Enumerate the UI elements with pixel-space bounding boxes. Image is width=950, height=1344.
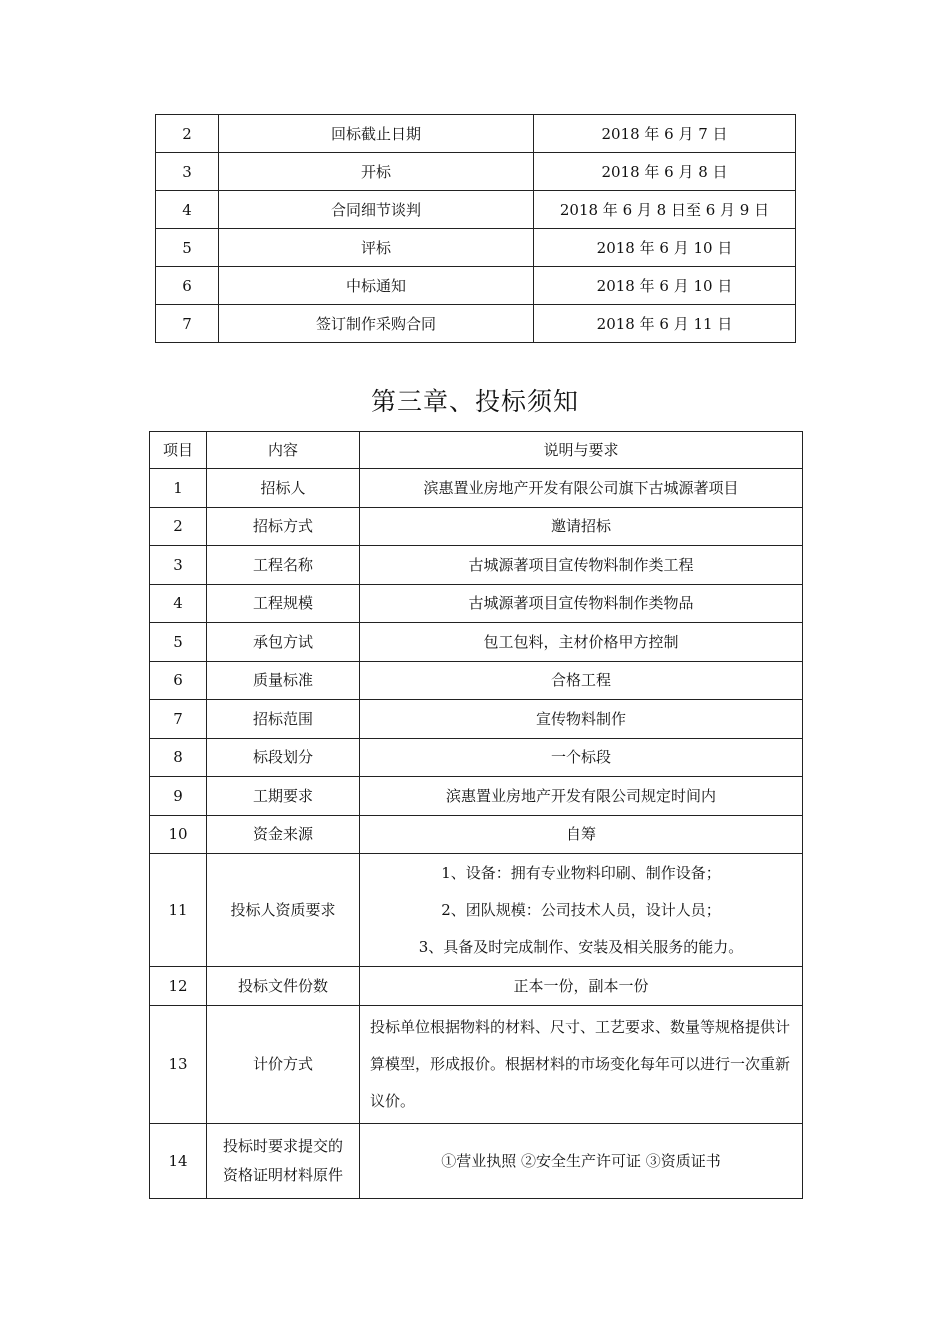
row-description: ①营业执照 ②安全生产许可证 ③资质证书 xyxy=(360,1123,803,1198)
table-row xyxy=(156,115,796,153)
row-content: 工程规模 xyxy=(207,584,360,623)
schedule-item: 开标 xyxy=(219,153,534,191)
row-description: 邀请招标 xyxy=(360,507,803,546)
schedule-date: 2018 年 6 月 8 日 xyxy=(534,153,796,191)
requirement-line: 1、设备：拥有专业物料印刷、制作设备； xyxy=(441,863,721,882)
schedule-date: 2018 年 6 月 11 日 xyxy=(534,305,796,343)
row-description: 正本一份，副本一份 xyxy=(360,967,803,1006)
row-number: 7 xyxy=(150,700,207,739)
row-number: 3 xyxy=(156,153,219,191)
row-number: 4 xyxy=(150,584,207,623)
row-number: 3 xyxy=(150,546,207,585)
table-row xyxy=(156,191,796,229)
row-description: 包工包料，主材价格甲方控制 xyxy=(360,623,803,662)
schedule-date: 2018 年 6 月 10 日 xyxy=(534,229,796,267)
row-content: 计价方式 xyxy=(207,1005,360,1123)
table-row xyxy=(150,854,803,967)
row-content: 投标人资质要求 xyxy=(207,854,360,967)
table-row xyxy=(150,469,803,508)
row-number: 8 xyxy=(150,738,207,777)
table-row xyxy=(150,700,803,739)
row-content xyxy=(207,1123,360,1198)
pricing-method-description: 投标单位根据物料的材料、尺寸、工艺要求、数量等规格提供计算模型，形成报价。根据材料的市场变化每年可以进行一次重新议价。 xyxy=(360,1005,803,1123)
content-line: 投标时要求提交的 xyxy=(222,1136,343,1155)
header-content: 内容 xyxy=(207,432,360,469)
row-number: 10 xyxy=(150,815,207,854)
row-number: 11 xyxy=(150,854,207,967)
table-row xyxy=(150,546,803,585)
row-number: 12 xyxy=(150,967,207,1006)
row-number: 4 xyxy=(156,191,219,229)
row-number: 2 xyxy=(150,507,207,546)
schedule-date: 2018 年 6 月 7 日 xyxy=(534,115,796,153)
row-content: 资金来源 xyxy=(207,815,360,854)
table-row xyxy=(156,153,796,191)
requirement-line: 2、团队规模：公司技术人员，设计人员； xyxy=(441,900,721,919)
schedule-item: 合同细节谈判 xyxy=(219,191,534,229)
table-row xyxy=(150,777,803,816)
schedule-item: 签订制作采购合同 xyxy=(219,305,534,343)
schedule-date: 2018 年 6 月 8 日至 6 月 9 日 xyxy=(534,191,796,229)
table-row xyxy=(150,1005,803,1123)
row-content: 质量标准 xyxy=(207,661,360,700)
schedule-item: 回标截止日期 xyxy=(219,115,534,153)
bidding-notice-table xyxy=(149,431,803,1199)
row-number: 13 xyxy=(150,1005,207,1123)
row-description: 滨惠置业房地产开发有限公司旗下古城源著项目 xyxy=(360,469,803,508)
row-number: 5 xyxy=(150,623,207,662)
table-row xyxy=(150,815,803,854)
row-content: 招标方式 xyxy=(207,507,360,546)
table-row xyxy=(150,1123,803,1198)
row-description: 一个标段 xyxy=(360,738,803,777)
table-row xyxy=(150,507,803,546)
row-number: 14 xyxy=(150,1123,207,1198)
table-row xyxy=(150,661,803,700)
row-content: 工程名称 xyxy=(207,546,360,585)
row-number: 7 xyxy=(156,305,219,343)
row-content: 标段划分 xyxy=(207,738,360,777)
table-row xyxy=(150,738,803,777)
header-description: 说明与要求 xyxy=(360,432,803,469)
chapter-title: 第三章、投标须知 xyxy=(370,387,579,416)
row-number: 9 xyxy=(150,777,207,816)
table-row xyxy=(156,305,796,343)
row-number: 5 xyxy=(156,229,219,267)
header-item: 项目 xyxy=(150,432,207,469)
row-description: 合格工程 xyxy=(360,661,803,700)
table-row xyxy=(156,229,796,267)
row-description: 古城源著项目宣传物料制作类工程 xyxy=(360,546,803,585)
row-number: 2 xyxy=(156,115,219,153)
row-content: 招标人 xyxy=(207,469,360,508)
row-number: 1 xyxy=(150,469,207,508)
table-row xyxy=(150,584,803,623)
content-line: 资格证明材料原件 xyxy=(222,1165,343,1184)
schedule-item: 评标 xyxy=(219,229,534,267)
row-number: 6 xyxy=(156,267,219,305)
row-content: 工期要求 xyxy=(207,777,360,816)
row-content: 承包方试 xyxy=(207,623,360,662)
row-description: 滨惠置业房地产开发有限公司规定时间内 xyxy=(360,777,803,816)
table-header-row xyxy=(150,432,803,469)
requirement-line: 3、具备及时完成制作、安装及相关服务的能力。 xyxy=(418,937,744,956)
schedule-date: 2018 年 6 月 10 日 xyxy=(534,267,796,305)
qualification-requirements xyxy=(360,854,803,967)
table-row xyxy=(156,267,796,305)
row-description: 古城源著项目宣传物料制作类物品 xyxy=(360,584,803,623)
table-row xyxy=(150,967,803,1006)
schedule-table xyxy=(155,114,796,343)
row-content: 招标范围 xyxy=(207,700,360,739)
row-description: 自筹 xyxy=(360,815,803,854)
row-description: 宣传物料制作 xyxy=(360,700,803,739)
row-number: 6 xyxy=(150,661,207,700)
table-row xyxy=(150,623,803,662)
row-content: 投标文件份数 xyxy=(207,967,360,1006)
schedule-item: 中标通知 xyxy=(219,267,534,305)
